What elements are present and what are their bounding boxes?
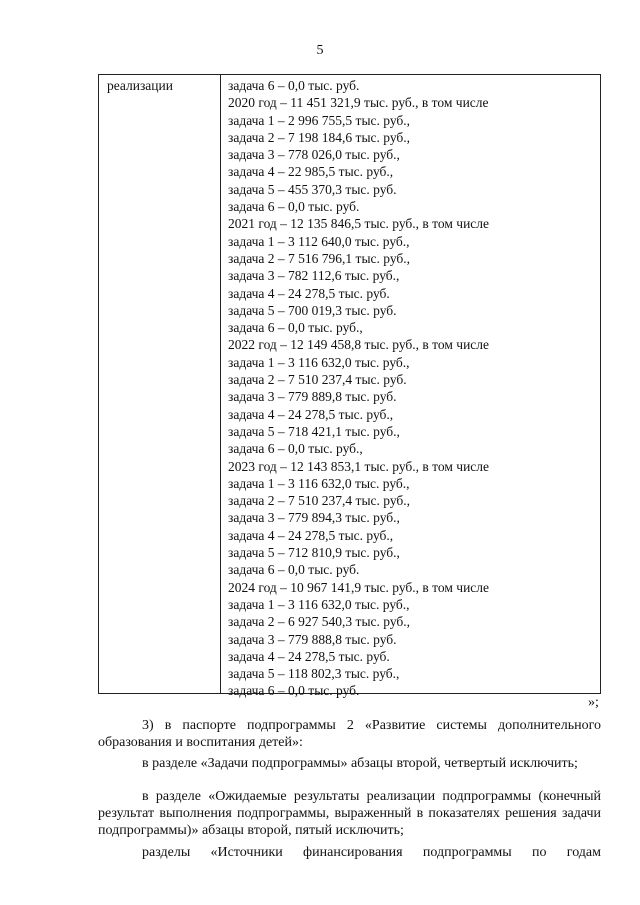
table-line: задача 4 – 24 278,5 тыс. руб. [228, 648, 390, 664]
table-line: задача 5 – 118 802,3 тыс. руб., [228, 666, 400, 682]
table-line: задача 1 – 3 116 632,0 тыс. руб., [228, 596, 410, 612]
table-line: задача 1 – 2 996 755,5 тыс. руб., [228, 112, 411, 128]
table-line: 2021 год – 12 135 846,5 тыс. руб., в том числе [228, 216, 490, 232]
table-line: задача 5 – 455 370,3 тыс. руб. [228, 181, 397, 197]
table-right-cell [228, 77, 489, 700]
table-line: задача 1 – 3 116 632,0 тыс. руб., [228, 475, 410, 491]
table-line: задача 2 – 7 516 796,1 тыс. руб., [228, 250, 411, 266]
table-line: задача 3 – 778 026,0 тыс. руб., [228, 147, 400, 163]
paragraph-financing-sections: разделы «Источники финансирования подпрограммы по годам [142, 845, 601, 860]
table-line: задача 6 – 0,0 тыс. руб. [228, 78, 360, 93]
table-line: задача 4 – 24 278,5 тыс. руб., [228, 406, 394, 422]
table-line: задача 5 – 712 810,9 тыс. руб., [228, 545, 400, 561]
paragraph-expected-results-section: в разделе «Ожидаемые результаты реализации подпрограммы (конечный результат выполнения подпрограммы, выраженный в показателях решения задачи подпрограммы)» абзацы второй, пятый исключить; [98, 789, 601, 838]
table-line: 2020 год – 11 451 321,9 тыс. руб., в том числе [228, 95, 489, 111]
table-line: задача 4 – 24 278,5 тыс. руб. [228, 285, 390, 301]
table-line: 2022 год – 12 149 458,8 тыс. руб., в том числе [228, 337, 490, 353]
table-line: задача 3 – 779 889,8 тыс. руб. [228, 389, 397, 405]
table-line: задача 3 – 779 894,3 тыс. руб., [228, 510, 400, 526]
paragraph-item-3: 3) в паспорте подпрограммы 2 «Развитие системы дополнительного образования и воспитания детей»: [98, 718, 601, 750]
closing-quote: »; [588, 695, 599, 710]
table-line: 2024 год – 10 967 141,9 тыс. руб., в том числе [228, 579, 490, 595]
financing-table [98, 74, 601, 699]
table-line: задача 6 – 0,0 тыс. руб., [228, 320, 363, 336]
table-line: задача 6 – 0,0 тыс. руб. [228, 199, 360, 215]
table-line: задача 3 – 779 888,8 тыс. руб. [228, 631, 397, 647]
table-line: задача 2 – 7 510 237,4 тыс. руб. [228, 372, 407, 388]
table-left-cell: реализации [107, 78, 173, 93]
table-line: задача 1 – 3 116 632,0 тыс. руб., [228, 354, 410, 370]
table-line: задача 2 – 7 198 184,6 тыс. руб., [228, 129, 411, 145]
table-line: задача 4 – 24 278,5 тыс. руб., [228, 527, 394, 543]
table-line: задача 6 – 0,0 тыс. руб. [228, 683, 360, 699]
table-line: задача 4 – 22 985,5 тыс. руб., [228, 164, 394, 180]
table-line: задача 2 – 7 510 237,4 тыс. руб., [228, 493, 411, 509]
table-line: задача 5 – 700 019,3 тыс. руб. [228, 302, 397, 318]
table-line: задача 2 – 6 927 540,3 тыс. руб., [228, 614, 411, 630]
table-line: задача 6 – 0,0 тыс. руб. [228, 562, 360, 578]
table-line: задача 5 – 718 421,1 тыс. руб., [228, 423, 400, 439]
table-line: задача 1 – 3 112 640,0 тыс. руб., [228, 233, 410, 249]
page-number: 5 [316, 43, 324, 58]
table-line: задача 3 – 782 112,6 тыс. руб., [228, 268, 400, 284]
table-column-divider [220, 75, 221, 693]
paragraph-tasks-section: в разделе «Задачи подпрограммы» абзацы второй, четвертый исключить; [142, 756, 578, 771]
table-line: задача 6 – 0,0 тыс. руб., [228, 441, 363, 457]
table-line: 2023 год – 12 143 853,1 тыс. руб., в том числе [228, 458, 490, 474]
